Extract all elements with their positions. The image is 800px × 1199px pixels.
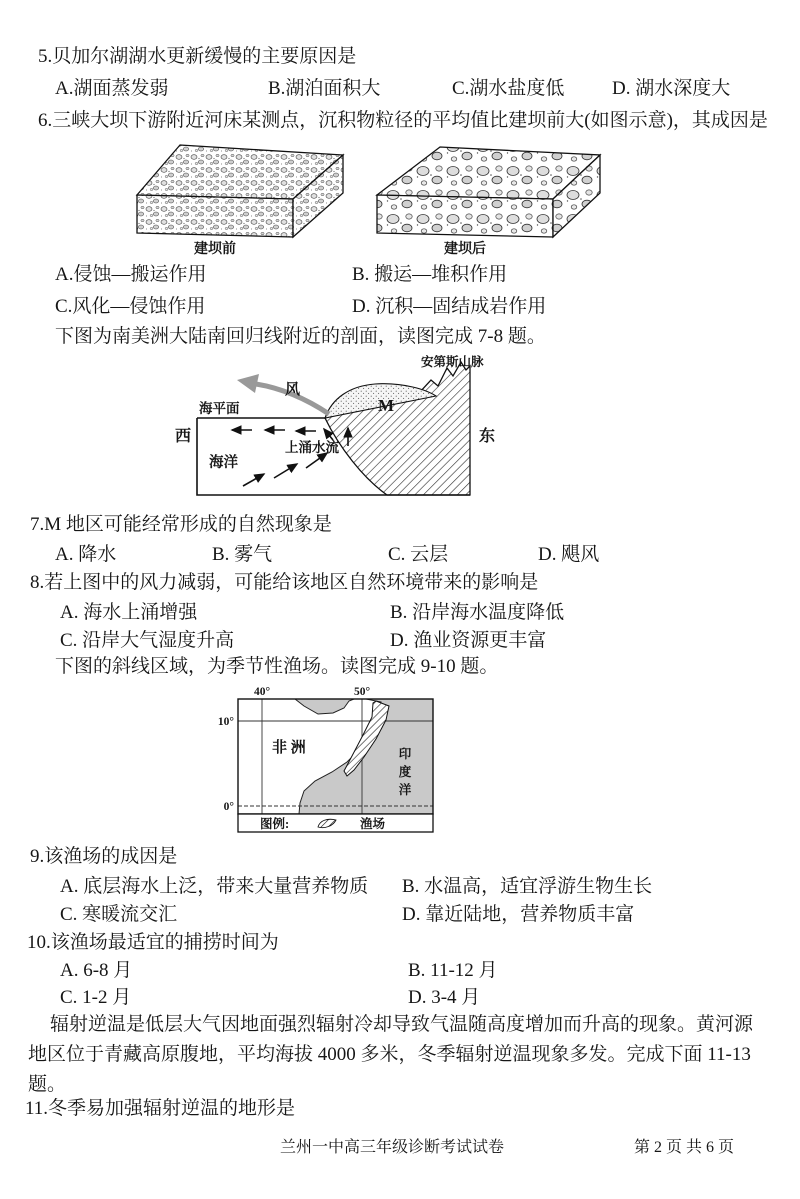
legend-title: 图例: bbox=[260, 817, 290, 831]
question-5-option-b: B.湖泊面积大 bbox=[268, 78, 381, 99]
east-label: 东 bbox=[479, 428, 496, 445]
question-10-option-c: C. 1-2 月 bbox=[60, 987, 132, 1008]
question-7-option-a: A. 降水 bbox=[55, 544, 117, 565]
figure-coast-cross-section bbox=[135, 350, 505, 510]
footer-page-number: 第 2 页 共 6 页 bbox=[634, 1139, 735, 1156]
question-7-option-c: C. 云层 bbox=[388, 544, 449, 565]
ocean-label: 海洋 bbox=[209, 455, 238, 471]
question-8-option-d: D. 渔业资源更丰富 bbox=[390, 630, 547, 651]
indian-ocean-label-1: 印 bbox=[398, 747, 412, 761]
question-9-option-a: A. 底层海水上泛，带来大量营养物质 bbox=[60, 876, 369, 897]
latitude-0-label: 0° bbox=[223, 801, 234, 813]
question-6-option-a: A.侵蚀—搬运作用 bbox=[55, 264, 207, 285]
question-11-stem: 11.冬季易加强辐射逆温的地形是 bbox=[25, 1098, 296, 1119]
question-5-option-a: A.湖面蒸发弱 bbox=[55, 78, 169, 99]
before-dam-block bbox=[137, 145, 343, 237]
question-6-option-d: D. 沉积—固结成岩作用 bbox=[352, 296, 547, 317]
question-10-option-d: D. 3-4 月 bbox=[408, 987, 481, 1008]
question-7-option-d: D. 飓风 bbox=[538, 544, 600, 565]
footer-exam-title: 兰州一中高三年级诊断考试试卷 bbox=[280, 1139, 505, 1156]
figure-fishing-ground-map bbox=[200, 686, 445, 838]
question-9-option-c: C. 寒暖流交汇 bbox=[60, 904, 178, 925]
latitude-10-label: 10° bbox=[217, 716, 234, 728]
legend-fishing-label: 渔场 bbox=[360, 817, 386, 831]
before-dam-label: 建坝前 bbox=[194, 242, 236, 257]
question-5-option-d: D. 湖水深度大 bbox=[612, 78, 731, 99]
passage-11-13-line-3: 题。 bbox=[28, 1074, 67, 1095]
m-region-label: M bbox=[378, 396, 395, 415]
sea-level-label: 海平面 bbox=[199, 401, 240, 416]
passage-11-13-line-1: 辐射逆温是低层大气因地面强烈辐射冷却导致气温随高度增加而升高的现象。黄河源 bbox=[50, 1014, 754, 1035]
after-dam-label: 建坝后 bbox=[444, 242, 486, 257]
question-7-option-b: B. 雾气 bbox=[212, 544, 273, 565]
wind-label: 风 bbox=[285, 382, 301, 398]
andes-label: 安第斯山脉 bbox=[421, 355, 484, 369]
question-9-option-b: B. 水温高，适宜浮游生物生长 bbox=[402, 876, 653, 897]
question-5-stem: 5.贝加尔湖湖水更新缓慢的主要原因是 bbox=[38, 46, 357, 67]
question-8-option-a: A. 海水上涌增强 bbox=[60, 602, 198, 623]
wind-arrow-head bbox=[237, 374, 259, 393]
question-8-option-c: C. 沿岸大气湿度升高 bbox=[60, 630, 235, 651]
question-6-stem: 6.三峡大坝下游附近河床某测点，沉积物粒径的平均值比建坝前大(如图示意)，其成因是 bbox=[38, 110, 768, 131]
andes-mountain-shape bbox=[325, 362, 470, 495]
question-9-option-d: D. 靠近陆地，营养物质丰富 bbox=[402, 904, 635, 925]
question-5-option-c: C.湖水盐度低 bbox=[452, 78, 565, 99]
longitude-40-label: 40° bbox=[253, 686, 271, 698]
indian-ocean-label-3: 洋 bbox=[398, 783, 412, 797]
question-6-option-b: B. 搬运—堆积作用 bbox=[352, 264, 508, 285]
passage-11-13-line-2: 地区位于青藏高原腹地，平均海拔 4000 多米，冬季辐射逆温现象多发。完成下面 11-13 bbox=[28, 1044, 751, 1065]
longitude-50-label: 50° bbox=[353, 686, 371, 698]
question-10-stem: 10.该渔场最适宜的捕捞时间为 bbox=[27, 932, 279, 953]
upwelling-arrows bbox=[243, 453, 327, 486]
question-10-option-a: A. 6-8 月 bbox=[60, 960, 133, 981]
indian-ocean-label-2: 度 bbox=[398, 765, 412, 779]
intro-questions-9-10: 下图的斜线区域，为季节性渔场。读图完成 9-10 题。 bbox=[55, 656, 499, 677]
question-10-option-b: B. 11-12 月 bbox=[408, 960, 498, 981]
upwelling-label: 上涌水流 bbox=[285, 440, 339, 455]
west-label: 西 bbox=[175, 428, 192, 445]
question-8-stem: 8.若上图中的风力减弱，可能给该地区自然环境带来的影响是 bbox=[30, 572, 539, 593]
question-9-stem: 9.该渔场的成因是 bbox=[30, 846, 178, 867]
africa-label: 非 洲 bbox=[272, 740, 306, 756]
after-dam-block bbox=[377, 147, 600, 237]
question-8-option-b: B. 沿岸海水温度降低 bbox=[390, 602, 565, 623]
figure-dam-sediment-blocks bbox=[115, 140, 615, 258]
intro-questions-7-8: 下图为南美洲大陆南回归线附近的剖面，读图完成 7-8 题。 bbox=[55, 326, 546, 347]
question-6-option-c: C.风化—侵蚀作用 bbox=[55, 296, 206, 317]
question-7-stem: 7.M 地区可能经常形成的自然现象是 bbox=[30, 514, 332, 535]
